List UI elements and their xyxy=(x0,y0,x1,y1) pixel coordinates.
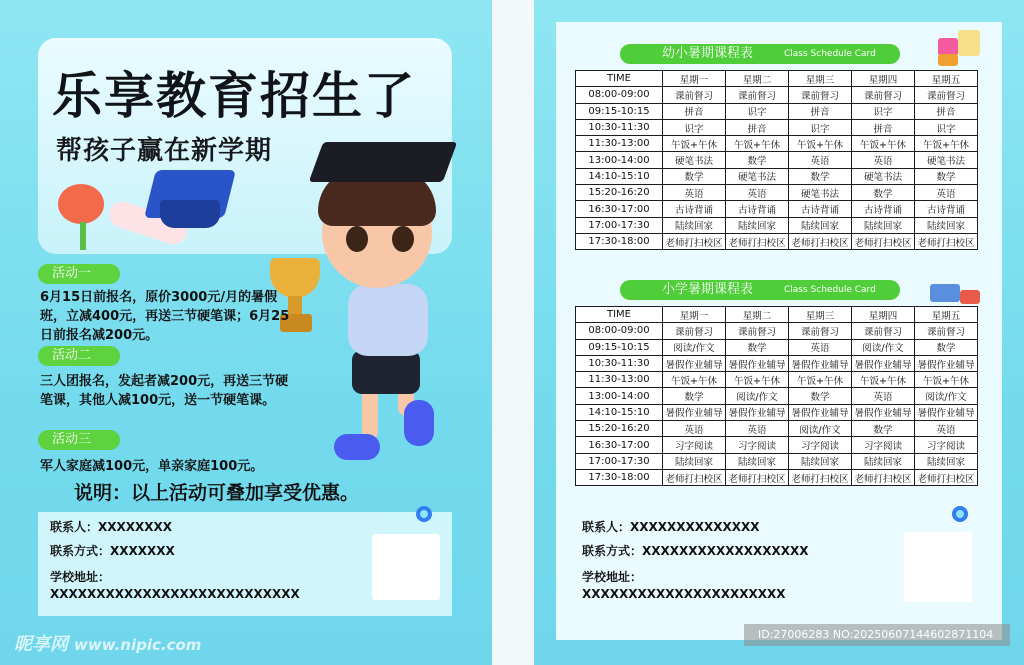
table-cell: 课前督习 xyxy=(852,323,915,339)
table-cell: 英语 xyxy=(663,185,726,201)
kid-eye-right xyxy=(392,226,414,252)
table-header-cell: 星期五 xyxy=(915,71,978,87)
activity-2-text: 三人团报名，发起者减200元，再送三节硬笔课，其他人减100元，送一节硬笔课。 xyxy=(40,374,289,408)
table-cell: 陆续回家 xyxy=(852,217,915,233)
table-cell: 英语 xyxy=(852,388,915,404)
right-address-value: XXXXXXXXXXXXXXXXXXXXXX xyxy=(582,587,786,601)
table-cell: 英语 xyxy=(915,185,978,201)
graduation-cap-base-illustration xyxy=(160,200,220,228)
table-cell: 英语 xyxy=(663,421,726,437)
table-cell: 暑假作业辅导 xyxy=(726,355,789,371)
table-cell: 拼音 xyxy=(663,103,726,119)
flower-stem-illustration xyxy=(80,222,86,250)
table-cell: 暑假作业辅导 xyxy=(663,355,726,371)
table-row xyxy=(576,185,978,201)
table-cell: 数学 xyxy=(852,421,915,437)
table-row xyxy=(576,168,978,184)
table-header-cell: 星期一 xyxy=(663,71,726,87)
table-cell: 老师打扫校区 xyxy=(852,233,915,249)
table-cell: 阅读/作文 xyxy=(915,388,978,404)
table-cell: 午饭+午休 xyxy=(852,136,915,152)
table-cell: 英语 xyxy=(726,421,789,437)
table-cell: 英语 xyxy=(789,152,852,168)
table-cell: 课前督习 xyxy=(663,87,726,103)
table-header-cell: 星期四 xyxy=(852,71,915,87)
table-cell: 数学 xyxy=(789,388,852,404)
table-cell: 陆续回家 xyxy=(663,453,726,469)
table-cell: 数学 xyxy=(852,185,915,201)
table-cell: 数学 xyxy=(726,152,789,168)
table-cell: 午饭+午休 xyxy=(852,372,915,388)
table-header-cell: 星期二 xyxy=(726,307,789,323)
table-cell: 暑假作业辅导 xyxy=(852,355,915,371)
table-cell: 阅读/作文 xyxy=(852,339,915,355)
left-page xyxy=(0,0,492,665)
ring-icon-right xyxy=(952,506,968,522)
table-cell: 老师打扫校区 xyxy=(852,469,915,485)
table-row xyxy=(576,372,978,388)
table-row xyxy=(576,152,978,168)
table-cell: 暑假作业辅导 xyxy=(789,355,852,371)
table-cell: 硬笔书法 xyxy=(663,152,726,168)
right-page xyxy=(534,0,1024,665)
table-cell: 拼音 xyxy=(852,119,915,135)
table-cell: 拼音 xyxy=(789,103,852,119)
table-cell: 课前督习 xyxy=(726,87,789,103)
books-stack-illustration-2 xyxy=(960,290,980,304)
table-row xyxy=(576,388,978,404)
table-header-cell: 星期四 xyxy=(852,307,915,323)
kid-shoe-right xyxy=(404,400,434,446)
table-cell: 习字阅读 xyxy=(663,437,726,453)
table-row xyxy=(576,201,978,217)
table-cell: 午饭+午休 xyxy=(915,372,978,388)
table-row xyxy=(576,103,978,119)
table-cell: 数学 xyxy=(915,339,978,355)
contact-method: 联系方式：XXXXXXX xyxy=(50,544,175,558)
table-cell: 课前督习 xyxy=(852,87,915,103)
table-row xyxy=(576,119,978,135)
table-row xyxy=(576,87,978,103)
table-header-cell: 星期五 xyxy=(915,307,978,323)
time-cell: 16:30-17:00 xyxy=(576,437,663,453)
table-cell: 古诗背诵 xyxy=(789,201,852,217)
table-cell: 陆续回家 xyxy=(789,217,852,233)
table-header-cell: 星期一 xyxy=(663,307,726,323)
address-value: XXXXXXXXXXXXXXXXXXXXXXXXXXX xyxy=(50,587,300,601)
table-cell: 老师打扫校区 xyxy=(663,469,726,485)
table-cell: 习字阅读 xyxy=(726,437,789,453)
table-header-cell: 星期三 xyxy=(789,307,852,323)
promotion-note: 说明：以上活动可叠加享受优惠。 xyxy=(74,482,360,504)
table-cell: 老师打扫校区 xyxy=(915,233,978,249)
table-cell: 课前督习 xyxy=(726,323,789,339)
time-cell: 08:00-09:00 xyxy=(576,87,663,103)
activity-3-tag: 活动三 xyxy=(38,430,120,450)
table-cell: 暑假作业辅导 xyxy=(915,404,978,420)
table-cell: 古诗背诵 xyxy=(726,201,789,217)
table-cell: 老师打扫校区 xyxy=(915,469,978,485)
table-cell: 数学 xyxy=(663,388,726,404)
table-cell: 陆续回家 xyxy=(915,453,978,469)
table-cell: 午饭+午休 xyxy=(726,136,789,152)
table-cell: 课前督习 xyxy=(789,323,852,339)
table-cell: 识字 xyxy=(789,119,852,135)
table-cell: 陆续回家 xyxy=(663,217,726,233)
time-cell: 14:10-15:10 xyxy=(576,168,663,184)
table-cell: 习字阅读 xyxy=(789,437,852,453)
table-cell: 阅读/作文 xyxy=(663,339,726,355)
table-cell: 暑假作业辅导 xyxy=(915,355,978,371)
kindergarten-title-en: Class Schedule Card xyxy=(784,49,876,59)
right-address-label: 学校地址： xyxy=(582,570,643,584)
table-cell: 课前督习 xyxy=(663,323,726,339)
table-header-row xyxy=(576,71,978,87)
kid-graduation-cap xyxy=(309,142,458,182)
table-cell: 识字 xyxy=(663,119,726,135)
table-cell: 课前督习 xyxy=(915,87,978,103)
table-cell: 英语 xyxy=(852,152,915,168)
table-row xyxy=(576,469,978,485)
activity-3-text: 军人家庭减100元，单亲家庭100元。 xyxy=(40,459,264,474)
primary-title-en: Class Schedule Card xyxy=(784,285,876,295)
table-cell: 古诗背诵 xyxy=(915,201,978,217)
contact-person: 联系人：XXXXXXXX xyxy=(50,520,173,534)
table-row xyxy=(576,136,978,152)
table-header-row xyxy=(576,307,978,323)
right-contact-method: 联系方式：XXXXXXXXXXXXXXXXXX xyxy=(582,544,809,558)
table-cell: 阅读/作文 xyxy=(789,421,852,437)
table-cell: 硬笔书法 xyxy=(726,168,789,184)
kid-eye-left xyxy=(346,226,368,252)
trophy-stem-illustration xyxy=(288,296,302,316)
table-cell: 老师打扫校区 xyxy=(663,233,726,249)
watermark xyxy=(14,630,201,656)
table-cell: 陆续回家 xyxy=(789,453,852,469)
table-cell: 老师打扫校区 xyxy=(726,233,789,249)
activity-2-tag: 活动二 xyxy=(38,346,120,366)
address-label: 学校地址： xyxy=(50,570,111,584)
primary-schedule-table xyxy=(575,306,978,486)
kid-leg-left xyxy=(362,388,378,440)
table-cell: 硬笔书法 xyxy=(789,185,852,201)
table-cell: 暑假作业辅导 xyxy=(663,404,726,420)
table-cell: 老师打扫校区 xyxy=(789,469,852,485)
table-cell: 古诗背诵 xyxy=(663,201,726,217)
kid-reading-illustration xyxy=(958,30,980,56)
table-cell: 课前督习 xyxy=(789,87,852,103)
image-id-bar: ID:27006283 NO:20250607144602871104 xyxy=(744,624,1010,646)
table-cell: 拼音 xyxy=(726,119,789,135)
time-cell: 15:20-16:20 xyxy=(576,421,663,437)
qr-code-placeholder-right xyxy=(904,532,972,602)
table-cell: 老师打扫校区 xyxy=(789,233,852,249)
table-cell: 老师打扫校区 xyxy=(726,469,789,485)
table-cell: 数学 xyxy=(789,168,852,184)
gift-box-illustration-2 xyxy=(938,54,958,66)
time-cell: 17:30-18:00 xyxy=(576,469,663,485)
time-cell: 17:00-17:30 xyxy=(576,217,663,233)
table-cell: 暑假作业辅导 xyxy=(726,404,789,420)
table-header-cell: 星期二 xyxy=(726,71,789,87)
table-row xyxy=(576,217,978,233)
table-cell: 暑假作业辅导 xyxy=(789,404,852,420)
kindergarten-schedule-table xyxy=(575,70,978,250)
table-cell: 识字 xyxy=(852,103,915,119)
time-cell: 11:30-13:00 xyxy=(576,372,663,388)
table-cell: 硬笔书法 xyxy=(852,168,915,184)
table-cell: 课前督习 xyxy=(915,323,978,339)
kindergarten-schedule-title xyxy=(620,44,900,64)
time-cell: 09:15-10:15 xyxy=(576,103,663,119)
table-cell: 习字阅读 xyxy=(915,437,978,453)
table-cell: 英语 xyxy=(726,185,789,201)
table-cell: 识字 xyxy=(726,103,789,119)
table-cell: 古诗背诵 xyxy=(852,201,915,217)
watermark-site: www.nipic.com xyxy=(74,636,202,654)
time-cell: 13:00-14:00 xyxy=(576,152,663,168)
table-cell: 硬笔书法 xyxy=(915,152,978,168)
time-cell: 08:00-09:00 xyxy=(576,323,663,339)
table-cell: 数学 xyxy=(726,339,789,355)
table-cell: 阅读/作文 xyxy=(726,388,789,404)
kindergarten-title-cn: 幼小暑期课程表 xyxy=(662,46,754,61)
table-row xyxy=(576,437,978,453)
kid-shoe-left xyxy=(334,434,380,460)
qr-code-placeholder xyxy=(372,534,440,600)
watermark-logo: 昵享网 xyxy=(14,634,68,655)
table-header-cell: 星期三 xyxy=(789,71,852,87)
time-cell: 11:30-13:00 xyxy=(576,136,663,152)
time-cell: 13:00-14:00 xyxy=(576,388,663,404)
table-cell: 习字阅读 xyxy=(852,437,915,453)
time-cell: 17:30-18:00 xyxy=(576,233,663,249)
right-contact-person: 联系人：XXXXXXXXXXXXXX xyxy=(582,520,760,534)
table-cell: 数学 xyxy=(663,168,726,184)
table-cell: 午饭+午休 xyxy=(663,136,726,152)
time-cell: 09:15-10:15 xyxy=(576,339,663,355)
table-cell: 午饭+午休 xyxy=(915,136,978,152)
table-cell: 识字 xyxy=(915,119,978,135)
poster-title: 乐享教育招生了 xyxy=(52,67,416,125)
poster-subtitle: 帮孩子赢在新学期 xyxy=(56,136,273,166)
kid-shorts xyxy=(352,350,420,394)
table-cell: 英语 xyxy=(915,421,978,437)
table-cell: 英语 xyxy=(789,339,852,355)
table-row xyxy=(576,233,978,249)
time-cell: 10:30-11:30 xyxy=(576,355,663,371)
table-cell: 陆续回家 xyxy=(915,217,978,233)
table-row xyxy=(576,323,978,339)
books-stack-illustration xyxy=(930,284,960,302)
table-cell: 数学 xyxy=(915,168,978,184)
kid-shirt xyxy=(348,284,428,356)
table-row xyxy=(576,453,978,469)
table-cell: 陆续回家 xyxy=(726,453,789,469)
table-cell: 陆续回家 xyxy=(726,217,789,233)
table-row xyxy=(576,339,978,355)
activity-1-text: 6月15日前报名，原价3000元/月的暑假班，立减400元，再送三节硬笔课；6月25日前报名减200元。 xyxy=(40,290,290,343)
table-row xyxy=(576,421,978,437)
table-row xyxy=(576,404,978,420)
flower-illustration xyxy=(58,184,104,224)
ring-icon xyxy=(416,506,432,522)
table-cell: 午饭+午休 xyxy=(726,372,789,388)
time-cell: 10:30-11:30 xyxy=(576,119,663,135)
time-cell: 17:00-17:30 xyxy=(576,453,663,469)
table-header-cell: TIME xyxy=(576,307,663,323)
time-cell: 15:20-16:20 xyxy=(576,185,663,201)
activity-1-tag: 活动一 xyxy=(38,264,120,284)
time-cell: 16:30-17:00 xyxy=(576,201,663,217)
table-cell: 拼音 xyxy=(915,103,978,119)
table-cell: 暑假作业辅导 xyxy=(852,404,915,420)
time-cell: 14:10-15:10 xyxy=(576,404,663,420)
table-cell: 午饭+午休 xyxy=(789,372,852,388)
table-cell: 陆续回家 xyxy=(852,453,915,469)
primary-title-cn: 小学暑期课程表 xyxy=(662,282,754,297)
table-row xyxy=(576,355,978,371)
table-cell: 午饭+午休 xyxy=(663,372,726,388)
table-cell: 午饭+午休 xyxy=(789,136,852,152)
primary-schedule-title xyxy=(620,280,900,300)
table-header-cell: TIME xyxy=(576,71,663,87)
